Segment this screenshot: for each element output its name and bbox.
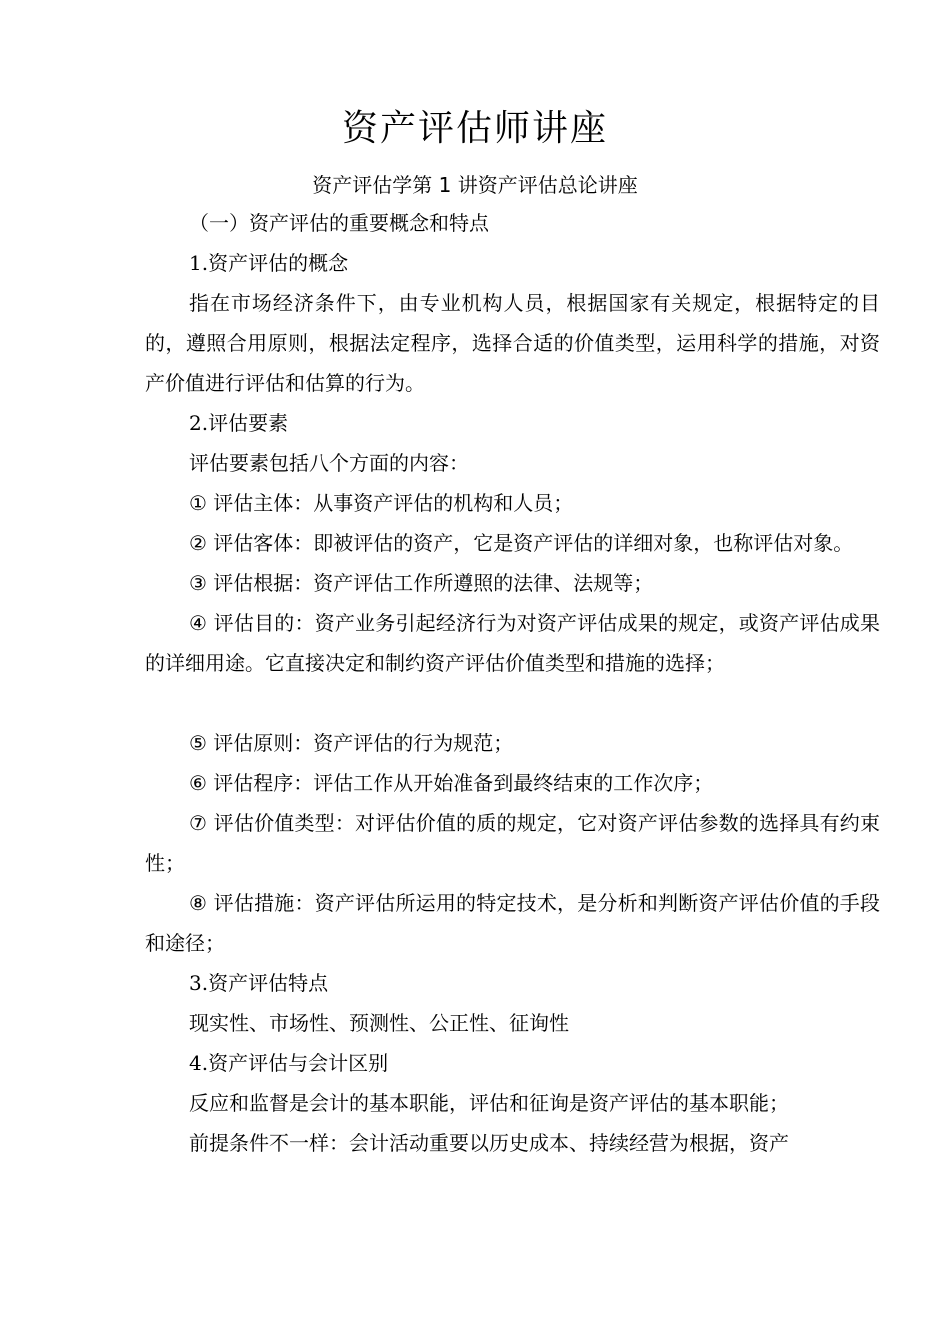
- difference-paragraph: 反应和监督是会计的基本职能，评估和征询是资产评估的基本职能；: [189, 1091, 789, 1115]
- features-paragraph: 现实性、市场性、预测性、公正性、征询性: [189, 1011, 569, 1035]
- heading-features: [145, 963, 880, 1003]
- elements-intro: 评估要素包括八个方面的内容：: [189, 451, 469, 475]
- heading-difference: [145, 1043, 880, 1083]
- definition-paragraph: 指在市场经济条件下，由专业机构人员，根据国家有关规定，根据特定的目的，遵照合用原则，根据法定程序，选择合适的价值类型，运用科学的措施，对资产价值进行评估和估算的行为。: [145, 291, 880, 395]
- element-item: ① 评估主体：从事资产评估的机构和人员；: [189, 491, 574, 515]
- heading-text: 资产评估与会计区别: [208, 1051, 389, 1075]
- element-item: ⑥ 评估程序：评估工作从开始准备到最终结束的工作次序；: [189, 771, 714, 795]
- document-title: 资产评估师讲座: [341, 108, 608, 149]
- element-item: ⑦ 评估价值类型：对评估价值的质的规定，它对资产评估参数的选择具有约束性；: [145, 811, 880, 875]
- heading-number: 2.: [189, 411, 209, 435]
- element-item: ② 评估客体：即被评估的资产，它是资产评估的详细对象，也称评估对象。: [189, 531, 854, 555]
- blank-line: [145, 683, 880, 723]
- heading-text: 资产评估特点: [208, 971, 329, 995]
- document-body: [145, 203, 880, 1163]
- difference-paragraph: 前提条件不一样：会计活动重要以历史成本、持续经营为根据，资产: [189, 1131, 789, 1155]
- element-item: ③ 评估根据：资产评估工作所遵照的法律、法规等；: [189, 571, 654, 595]
- heading-number: 3.: [189, 971, 209, 995]
- section-heading: （一）资产评估的重要概念和特点: [189, 211, 489, 235]
- document-subtitle: 资产评估学第 1 讲资产评估总论讲座: [312, 173, 638, 197]
- heading-text: 评估要素: [208, 411, 289, 435]
- heading-text: 资产评估的概念: [208, 251, 349, 275]
- element-item: ⑤ 评估原则：资产评估的行为规范；: [189, 731, 514, 755]
- heading-number: 4.: [189, 1051, 209, 1075]
- heading-concept: [145, 243, 880, 283]
- heading-number: 1.: [189, 251, 209, 275]
- element-item: ⑧ 评估措施：资产评估所运用的特定技术，是分析和判断资产评估价值的手段和途径；: [145, 891, 880, 955]
- heading-elements: [145, 403, 880, 443]
- element-item: ④ 评估目的：资产业务引起经济行为对资产评估成果的规定，或资产评估成果的详细用途。它直接决定和制约资产评估价值类型和措施的选择；: [145, 611, 880, 675]
